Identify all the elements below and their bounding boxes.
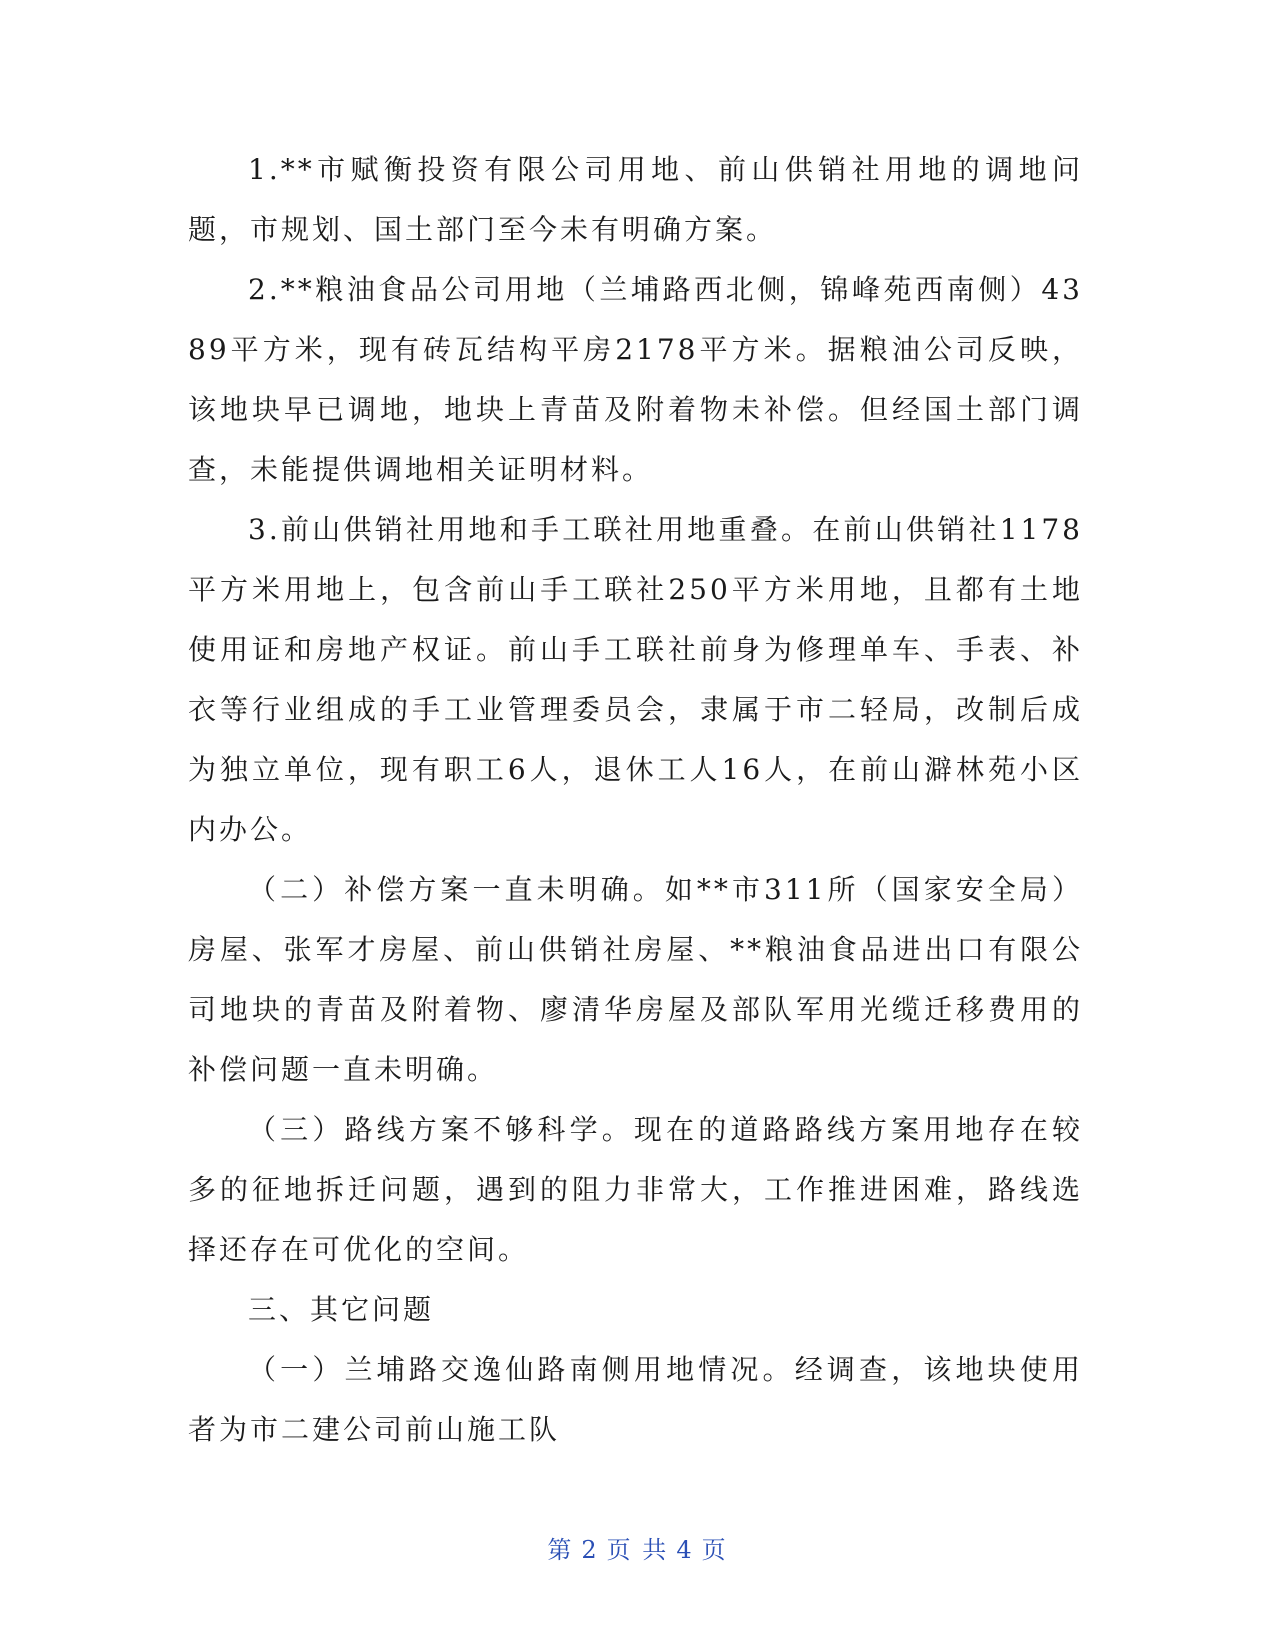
paragraph-item-1: 1.**市赋衡投资有限公司用地、前山供销社用地的调地问题，市规划、国土部门至今未有明确方案。 (188, 153, 1083, 246)
paragraph-section-2: （二）补偿方案一直未明确。如**市311所（国家安全局）房屋、张军才房屋、前山供销社房屋、**粮油食品进出口有限公司地块的青苗及附着物、廖清华房屋及部队军用光缆迁移费用的补偿问题一直未明确。 (188, 873, 1083, 1086)
heading-other-issues: 三、其它问题 (248, 1293, 435, 1326)
current-page-number: 2 (581, 1536, 599, 1564)
paragraph-subsection-1: （一）兰埔路交逸仙路南侧用地情况。经调查，该地块使用者为市二建公司前山施工队 (188, 1353, 1083, 1446)
document-body (188, 140, 1083, 1460)
page-footer (0, 1530, 1275, 1565)
paragraph-section-3: （三）路线方案不够科学。现在的道路路线方案用地存在较多的征地拆迁问题，遇到的阻力非常大，工作推进困难，路线选择还存在可优化的空间。 (188, 1113, 1083, 1266)
footer-prefix: 第 (547, 1536, 574, 1564)
paragraph-item-2: 2.**粮油食品公司用地（兰埔路西北侧，锦峰苑西南侧）4389平方米，现有砖瓦结构平房2178平方米。据粮油公司反映，该地块早已调地，地块上青苗及附着物未补偿。但经国土部门调查，未能提供调地相关证明材料。 (188, 273, 1083, 486)
total-page-count: 4 (676, 1536, 694, 1564)
paragraph-item-3: 3.前山供销社用地和手工联社用地重叠。在前山供销社1178平方米用地上，包含前山手工联社250平方米用地，且都有土地使用证和房地产权证。前山手工联社前身为修理单车、手表、补衣等行业组成的手工业管理委员会，隶属于市二轻局，改制后成为独立单位，现有职工6人，退休工人16人，在前山澼林苑小区内办公。 (188, 513, 1083, 846)
footer-suffix: 页 (701, 1536, 728, 1564)
footer-mid: 页 共 (606, 1536, 669, 1564)
